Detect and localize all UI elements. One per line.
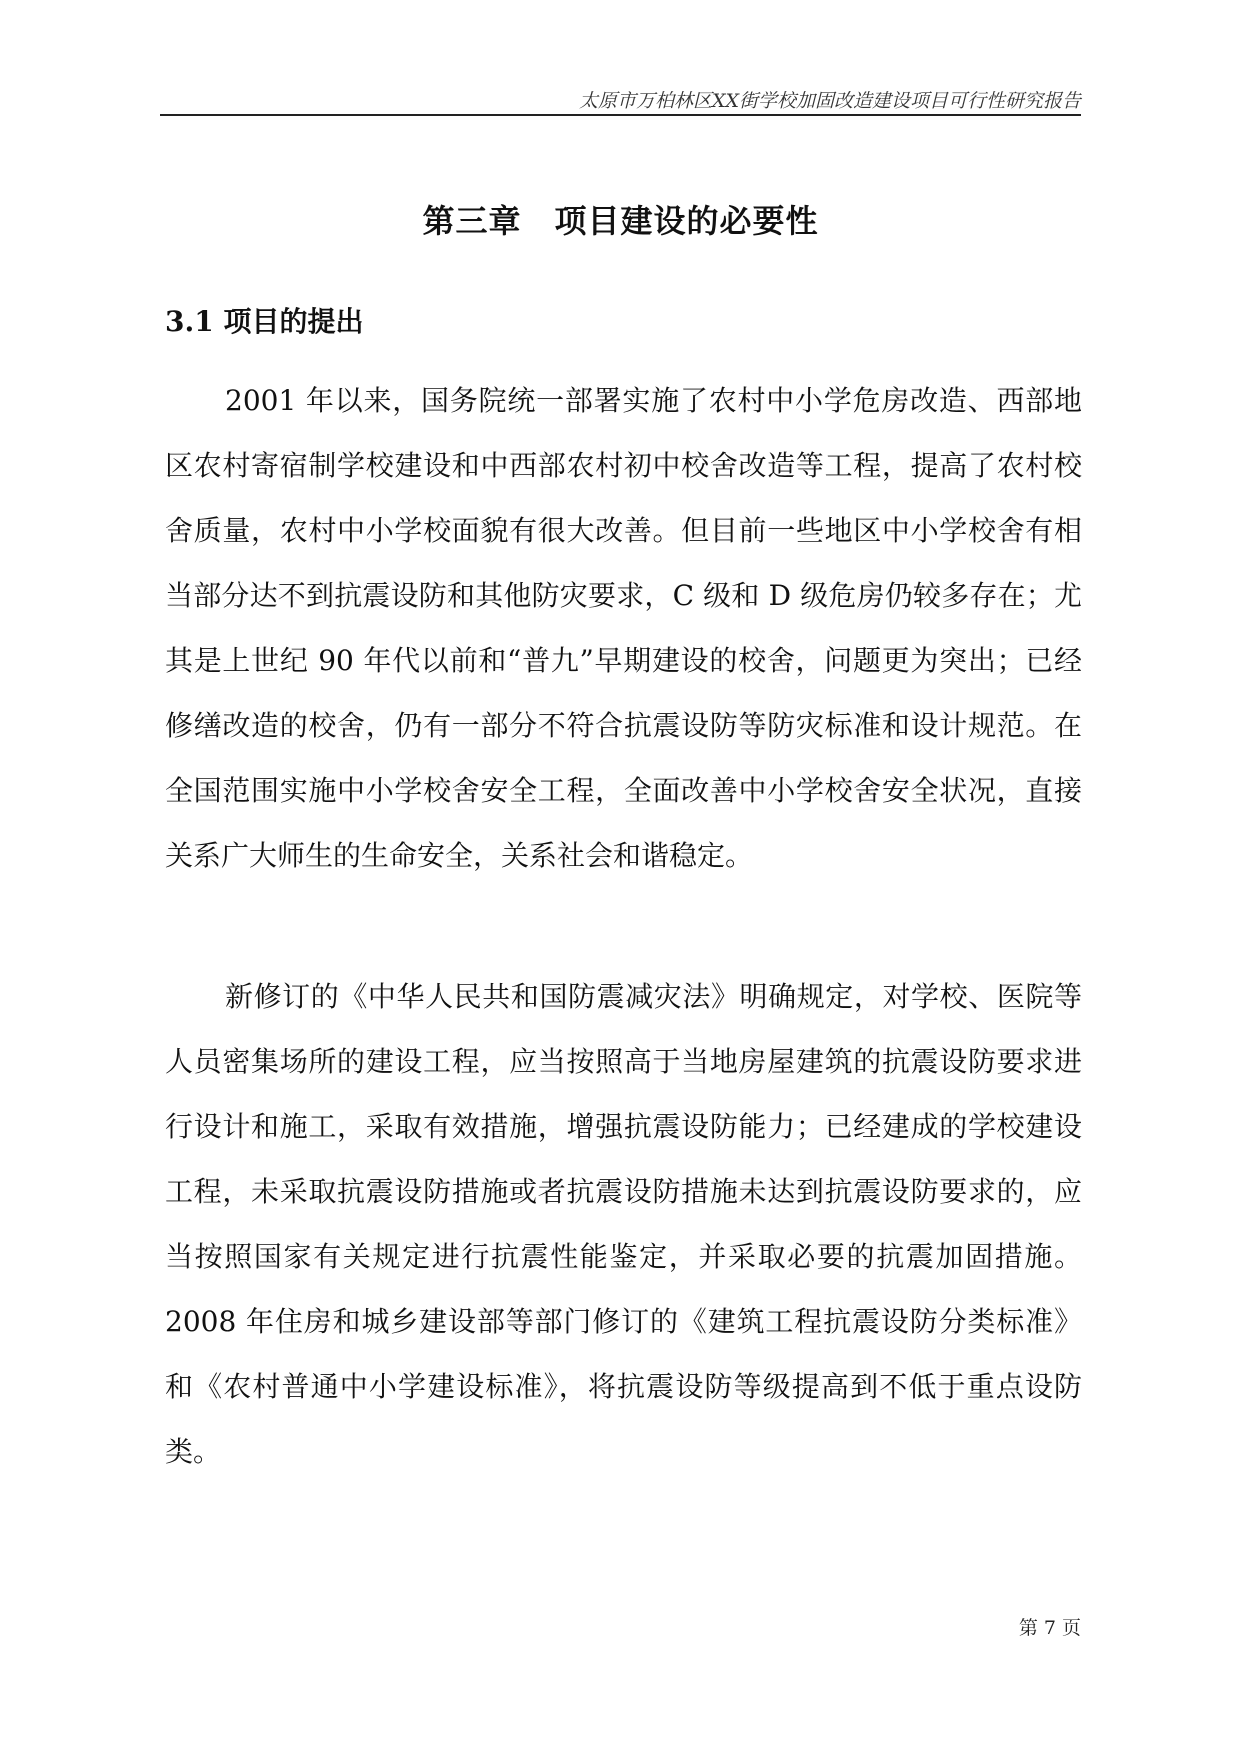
body-paragraph: 2001 年以来，国务院统一部署实施了农村中小学危房改造、西部地区农村寄宿制学校建设和中西部农村初中校舍改造等工程，提高了农村校舍质量，农村中小学校面貌有很大改善。但目前一些地区中小学校舍有相当部分达不到抗震设防和其他防灾要求，C 级和 D 级危房仍较多存在；尤其是上世纪 90 年代以前和“普九”早期建设的校舍，问题更为突出；已经修缮改造的校舍，仍有一部分不符合抗震设防等防灾标准和设计规范。在全国范围实施中小学校舍安全工程，全面改善中小学校舍安全状况，直接关系广大师生的生命安全，关系社会和谐稳定。 — [165, 384, 1082, 872]
header-divider — [160, 114, 1081, 116]
header-title: 太原市万柏林区XX街学校加固改造建设项目可行性研究报告 — [578, 90, 1081, 112]
section-title: 3.1 项目的提出 — [165, 305, 364, 338]
body-paragraph: 新修订的《中华人民共和国防震减灾法》明确规定，对学校、医院等人员密集场所的建设工程，应当按照高于当地房屋建筑的抗震设防要求进行设计和施工，采取有效措施，增强抗震设防能力；已经建成的学校建设工程，未采取抗震设防措施或者抗震设防措施未达到抗震设防要求的，应当按照国家有关规定进行抗震性能鉴定，并采取必要的抗震加固措施。2008 年住房和城乡建设部等部门修订的《建筑工程抗震设防分类标准》和《农村普通中小学建设标准》，将抗震设防等级提高到不低于重点设防类。 — [165, 980, 1082, 1468]
chapter-title: 第三章 项目建设的必要性 — [422, 202, 819, 240]
page-number: 第 7 页 — [1018, 1617, 1081, 1639]
